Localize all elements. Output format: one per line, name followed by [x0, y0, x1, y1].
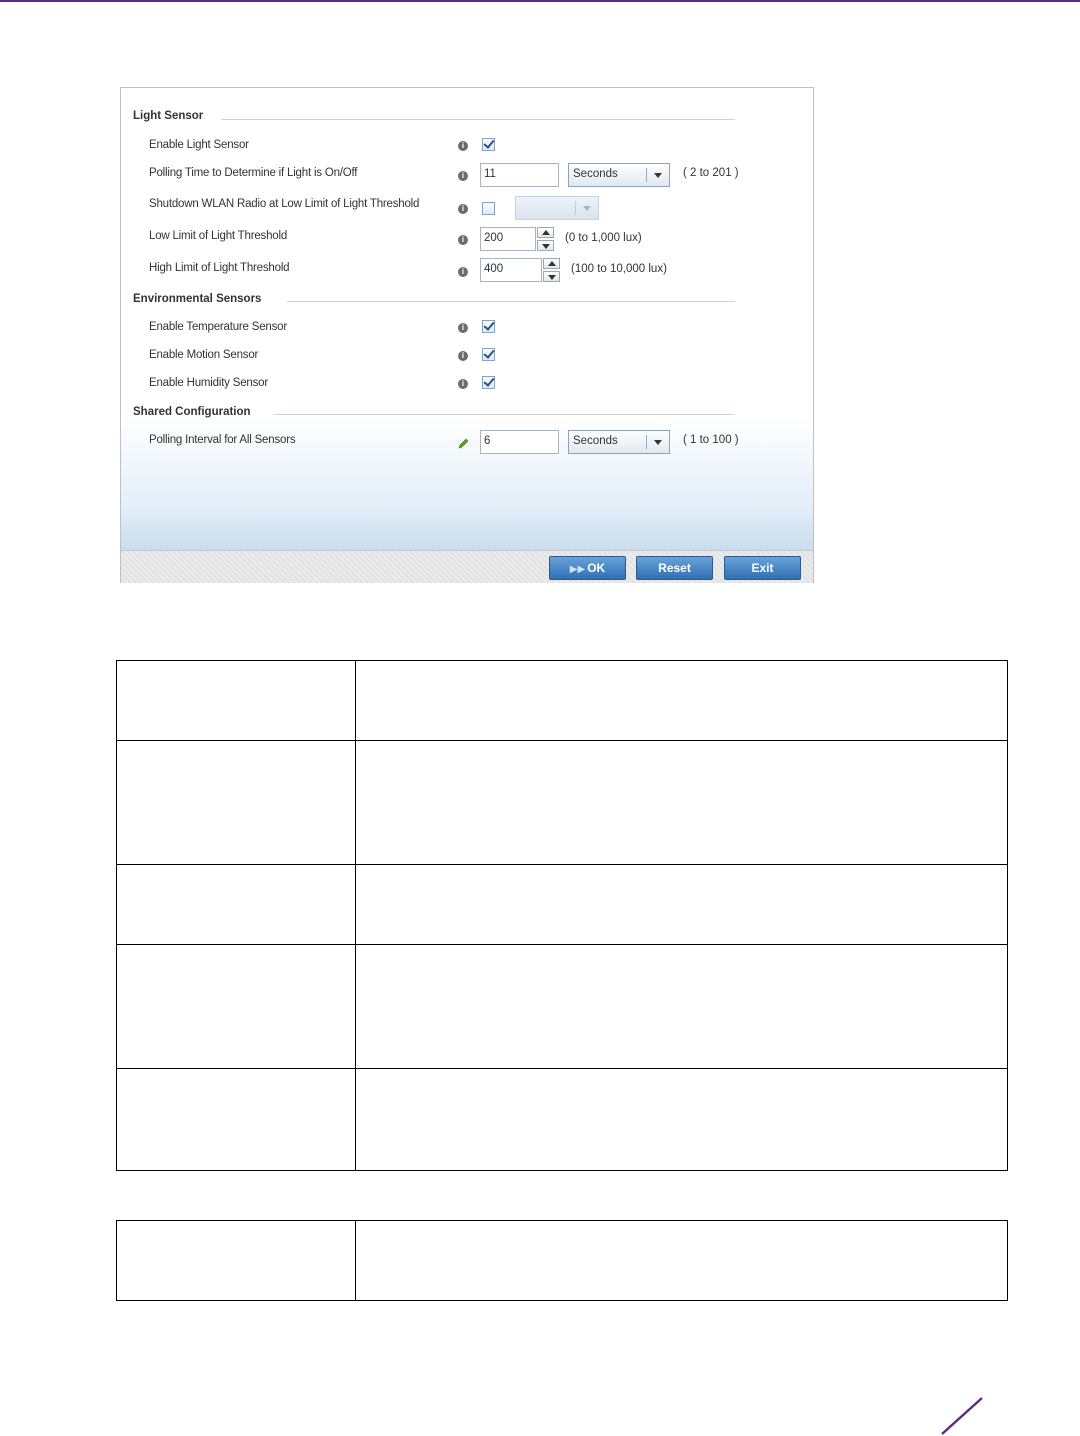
- humidity-sensor-checkbox[interactable]: [482, 376, 495, 389]
- motion-sensor-label: Enable Motion Sensor: [149, 349, 259, 361]
- chevron-down-icon: [583, 206, 591, 211]
- polling-interval-unit-value: Seconds: [573, 435, 618, 447]
- reset-button[interactable]: Reset: [636, 556, 713, 580]
- humidity-sensor-label: Enable Humidity Sensor: [149, 377, 268, 389]
- pencil-icon[interactable]: [457, 438, 469, 450]
- table-cell: [356, 661, 1008, 741]
- info-icon[interactable]: i: [458, 141, 468, 151]
- section-divider: [273, 414, 735, 415]
- shutdown-wlan-label: Shutdown WLAN Radio at Low Limit of Light Threshold: [149, 198, 420, 210]
- table-row: [117, 865, 1008, 945]
- page-top-rule: [0, 0, 1080, 2]
- table-cell: [117, 865, 356, 945]
- exit-button[interactable]: Exit: [724, 556, 801, 580]
- temperature-sensor-checkbox[interactable]: [482, 320, 495, 333]
- dialog-footer: [121, 550, 813, 583]
- polling-interval-range: ( 1 to 100 ): [683, 434, 739, 446]
- polling-time-label: Polling Time to Determine if Light is On/Off: [149, 167, 358, 179]
- info-icon[interactable]: i: [458, 171, 468, 181]
- spinner-down-button[interactable]: [543, 271, 560, 282]
- table-cell: [117, 1221, 356, 1301]
- double-arrow-icon: ▶▶: [569, 564, 586, 575]
- arrow-up-icon: [548, 261, 556, 266]
- polling-interval-input[interactable]: 6: [480, 430, 559, 454]
- high-limit-label: High Limit of Light Threshold: [149, 262, 290, 274]
- table-cell: [356, 1069, 1008, 1171]
- spinner-down-button[interactable]: [537, 240, 554, 251]
- high-limit-input[interactable]: 400: [480, 258, 542, 282]
- info-icon[interactable]: i: [458, 267, 468, 277]
- info-icon[interactable]: i: [458, 323, 468, 333]
- table-cell: [356, 945, 1008, 1069]
- section-divider: [221, 119, 735, 120]
- table-cell: [117, 945, 356, 1069]
- info-icon[interactable]: i: [458, 204, 468, 214]
- description-table: [116, 660, 1008, 1171]
- environmental-sensors-section-title: Environmental Sensors: [133, 293, 262, 305]
- polling-time-range: ( 2 to 201 ): [683, 167, 739, 179]
- table-row: [117, 661, 1008, 741]
- shared-configuration-section-title: Shared Configuration: [133, 406, 251, 418]
- polling-interval-label: Polling Interval for All Sensors: [149, 434, 296, 446]
- light-sensor-section-title: Light Sensor: [133, 110, 204, 122]
- table-row: [117, 1069, 1008, 1171]
- arrow-down-icon: [542, 244, 550, 249]
- polling-time-unit-select[interactable]: [568, 163, 670, 187]
- info-icon[interactable]: i: [458, 379, 468, 389]
- arrow-down-icon: [548, 275, 556, 280]
- shutdown-wlan-radio-select[interactable]: [515, 196, 599, 220]
- table-cell: [117, 661, 356, 741]
- low-limit-label: Low Limit of Light Threshold: [149, 230, 288, 242]
- info-icon[interactable]: i: [458, 235, 468, 245]
- polling-time-unit-value: Seconds: [573, 168, 618, 180]
- table-row: [117, 741, 1008, 865]
- ok-button-label: OK: [587, 561, 606, 575]
- low-limit-input[interactable]: 200: [480, 227, 536, 251]
- low-limit-range: (0 to 1,000 lux): [565, 232, 642, 244]
- select-separator: [646, 435, 647, 449]
- table-cell: [117, 741, 356, 865]
- shutdown-wlan-checkbox[interactable]: [482, 202, 495, 215]
- table-cell: [356, 1221, 1008, 1301]
- info-icon[interactable]: i: [458, 351, 468, 361]
- chevron-down-icon: [654, 440, 662, 445]
- footer-slash-mark: [940, 1396, 984, 1436]
- polling-time-input[interactable]: 11: [480, 163, 559, 187]
- motion-sensor-checkbox[interactable]: [482, 348, 495, 361]
- enable-light-sensor-label: Enable Light Sensor: [149, 139, 249, 151]
- high-limit-range: (100 to 10,000 lux): [571, 263, 667, 275]
- select-separator: [575, 201, 576, 215]
- low-limit-spinner: [537, 227, 556, 251]
- sensor-configuration-dialog: [120, 87, 814, 583]
- description-table: [116, 1220, 1008, 1301]
- spinner-up-button[interactable]: [543, 258, 560, 269]
- ok-button[interactable]: [549, 556, 626, 580]
- table-cell: [117, 1069, 356, 1171]
- arrow-up-icon: [542, 230, 550, 235]
- table-row: [117, 945, 1008, 1069]
- enable-light-sensor-checkbox[interactable]: [482, 138, 495, 151]
- polling-interval-unit-select[interactable]: [568, 430, 670, 454]
- high-limit-spinner: [543, 258, 562, 282]
- chevron-down-icon: [654, 173, 662, 178]
- section-divider: [287, 301, 735, 302]
- temperature-sensor-label: Enable Temperature Sensor: [149, 321, 287, 333]
- spinner-up-button[interactable]: [537, 227, 554, 238]
- select-separator: [646, 168, 647, 182]
- table-cell: [356, 741, 1008, 865]
- table-row: [117, 1221, 1008, 1301]
- table-cell: [356, 865, 1008, 945]
